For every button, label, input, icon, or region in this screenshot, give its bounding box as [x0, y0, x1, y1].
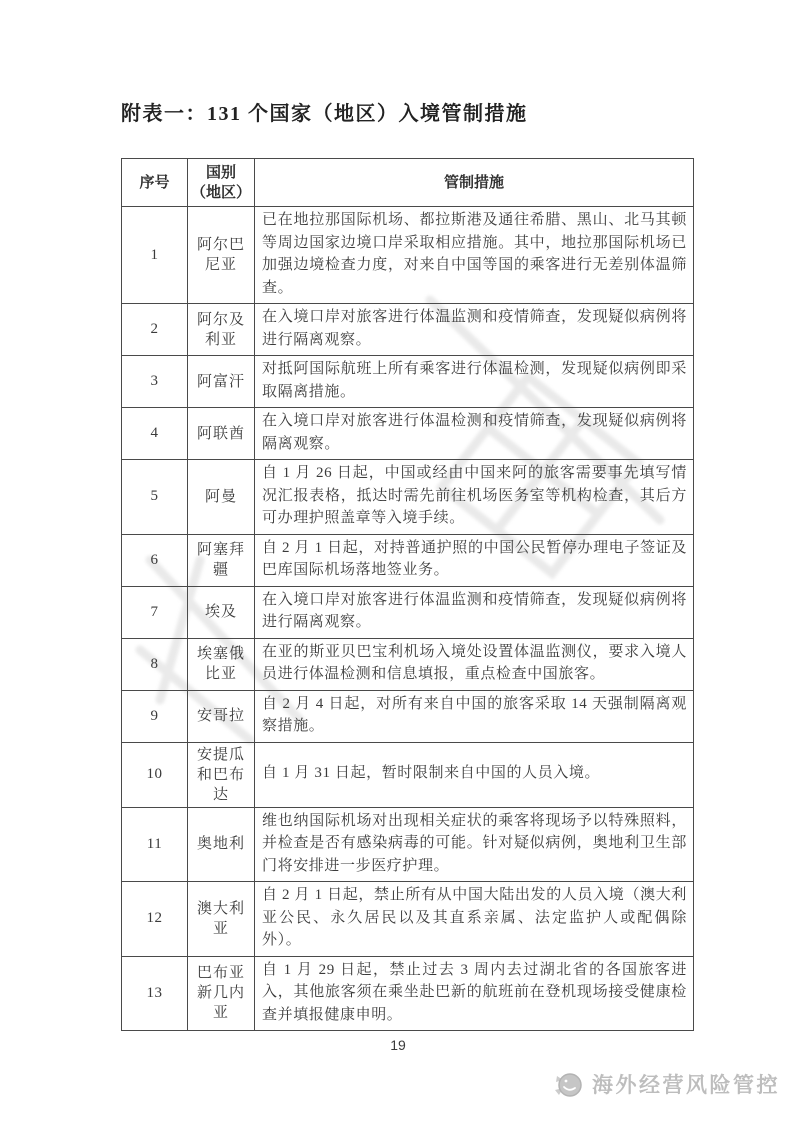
table-row — [122, 956, 694, 1031]
row-country: 奥地利 — [188, 807, 255, 882]
row-index: 12 — [122, 882, 188, 957]
row-measures: 在入境口岸对旅客进行体温监测和疫情筛查，发现疑似病例将进行隔离观察。 — [255, 304, 694, 356]
row-index: 9 — [122, 690, 188, 742]
row-measures: 自 2 月 1 日起，禁止所有从中国大陆出发的人员入境（澳大利亚公民、永久居民以及其直系亲属、法定监护人或配偶除外）。 — [255, 882, 694, 957]
header-country-line1: 国别 — [205, 164, 236, 181]
row-index: 13 — [122, 956, 188, 1031]
row-country: 阿尔巴尼亚 — [188, 207, 255, 304]
row-measures: 在入境口岸对旅客进行体温检测和疫情筛查，发现疑似病例将隔离观察。 — [255, 408, 694, 460]
table-row — [122, 807, 694, 882]
row-country: 巴布亚新几内亚 — [188, 956, 255, 1031]
table-row — [122, 304, 694, 356]
row-measures: 自 2 月 4 日起，对所有来自中国的旅客采取 14 天强制隔离观察措施。 — [255, 690, 694, 742]
brand-name: 海外经营风险管控 — [592, 1074, 780, 1097]
row-measures: 维也纳国际机场对出现相关症状的乘客将现场予以特殊照料，并检查是否有感染病毒的可能。针对疑似病例，奥地利卫生部门将安排进一步医疗护理。 — [255, 807, 694, 882]
table-row — [122, 882, 694, 957]
row-country: 阿塞拜疆 — [188, 534, 255, 586]
row-country: 澳大利亚 — [188, 882, 255, 957]
header-country — [188, 159, 255, 207]
table-row — [122, 408, 694, 460]
row-country: 阿富汗 — [188, 356, 255, 408]
table-row — [122, 534, 694, 586]
row-measures: 对抵阿国际航班上所有乘客进行体温检测，发现疑似病例即采取隔离措施。 — [255, 356, 694, 408]
row-index: 2 — [122, 304, 188, 356]
brand-watermark — [551, 1068, 780, 1100]
table-row — [122, 690, 694, 742]
brand-logo-icon — [551, 1068, 585, 1100]
table-row — [122, 460, 694, 535]
page-number: 19 — [390, 1037, 406, 1053]
header-country-line2: （地区） — [190, 184, 251, 201]
row-country: 阿曼 — [188, 460, 255, 535]
row-measures: 自 1 月 26 日起，中国或经由中国来阿的旅客需要事先填写情况汇报表格，抵达时需先前往机场医务室等机构检查，其后方可办理护照盖章等入境手续。 — [255, 460, 694, 535]
table-row — [122, 207, 694, 304]
row-index: 1 — [122, 207, 188, 304]
row-country: 阿联酋 — [188, 408, 255, 460]
row-country: 阿尔及利亚 — [188, 304, 255, 356]
row-index: 5 — [122, 460, 188, 535]
row-measures: 自 1 月 31 日起，暂时限制来自中国的人员入境。 — [255, 742, 694, 807]
row-country: 安哥拉 — [188, 690, 255, 742]
row-measures: 在入境口岸对旅客进行体温监测和疫情筛查，发现疑似病例将进行隔离观察。 — [255, 586, 694, 638]
table-row — [122, 356, 694, 408]
row-index: 8 — [122, 638, 188, 690]
table-header-row — [122, 159, 694, 207]
entry-measures-table — [121, 158, 694, 1031]
row-index: 6 — [122, 534, 188, 586]
row-index: 4 — [122, 408, 188, 460]
row-measures: 自 2 月 1 日起，对持普通护照的中国公民暂停办理电子签证及巴库国际机场落地签业务。 — [255, 534, 694, 586]
page-title: 附表一：131 个国家（地区）入境管制措施 — [121, 103, 528, 125]
row-index: 10 — [122, 742, 188, 807]
table-row — [122, 586, 694, 638]
table-row — [122, 638, 694, 690]
row-index: 7 — [122, 586, 188, 638]
row-index: 11 — [122, 807, 188, 882]
row-country: 安提瓜和巴布达 — [188, 742, 255, 807]
row-index: 3 — [122, 356, 188, 408]
row-measures: 在亚的斯亚贝巴宝利机场入境处设置体温监测仪，要求入境人员进行体温检测和信息填报，重点检查中国旅客。 — [255, 638, 694, 690]
document-content — [121, 97, 687, 1031]
row-country: 埃及 — [188, 586, 255, 638]
row-measures: 已在地拉那国际机场、都拉斯港及通往希腊、黑山、北马其顿等周边国家边境口岸采取相应措施。其中，地拉那国际机场已加强边境检查力度，对来自中国等国的乘客进行无差别体温筛查。 — [255, 207, 694, 304]
row-country: 埃塞俄比亚 — [188, 638, 255, 690]
header-measures: 管制措施 — [255, 159, 694, 207]
header-index: 序号 — [122, 159, 188, 207]
row-measures: 自 1 月 29 日起，禁止过去 3 周内去过湖北省的各国旅客进入，其他旅客须在乘坐赴巴新的航班前在登机现场接受健康检查并填报健康申明。 — [255, 956, 694, 1031]
table-row — [122, 742, 694, 807]
